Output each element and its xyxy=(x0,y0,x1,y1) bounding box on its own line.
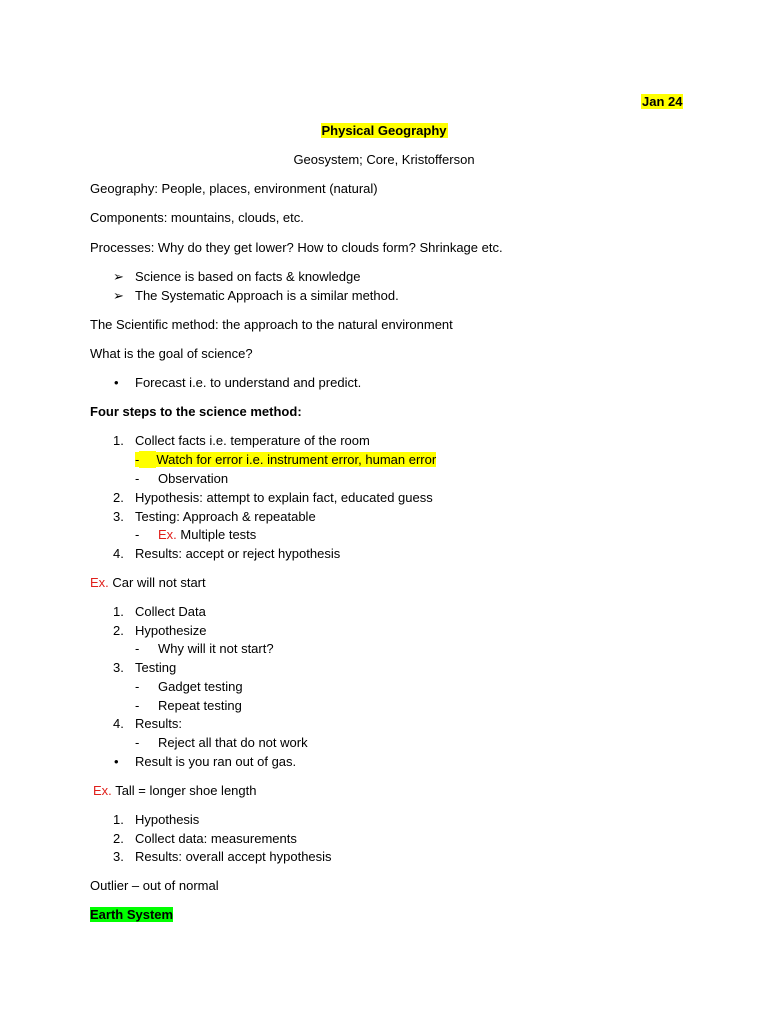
example-text: Car will not start xyxy=(112,575,206,590)
list-number: 2. xyxy=(113,490,124,505)
paragraph-geography: Geography: People, places, environment (natural) xyxy=(90,181,378,196)
bullet-item-forecast: Forecast i.e. to understand and predict. xyxy=(135,375,362,390)
paragraph-processes: Processes: Why do they get lower? How to clouds form? Shrinkage etc. xyxy=(90,240,503,255)
arrow-bullet-icon: ➢ xyxy=(113,269,124,284)
list-number: 1. xyxy=(113,604,124,619)
example-text: Tall = longer shoe length xyxy=(115,783,257,798)
example-list-item: Testing xyxy=(135,660,177,675)
paragraph-scientific-method: The Scientific method: the approach to the natural environment xyxy=(90,317,453,332)
list-number: 4. xyxy=(113,546,124,561)
dash-marker: - xyxy=(135,527,140,542)
dash-marker: - xyxy=(135,735,140,750)
subitem-gap-highlight xyxy=(139,451,156,468)
list-number: 2. xyxy=(113,831,124,846)
dash-marker: - xyxy=(135,641,140,656)
list-number: 4. xyxy=(113,716,124,731)
dash-marker: - xyxy=(135,698,140,713)
document-subtitle: Geosystem; Core, Kristofferson xyxy=(293,152,475,167)
arrow-list-item: The Systematic Approach is a similar method. xyxy=(135,288,399,303)
example-subitem: Reject all that do not work xyxy=(158,735,308,750)
date-highlight: Jan 24 xyxy=(642,94,683,109)
step-subitem: Observation xyxy=(158,471,229,486)
title-highlight: Physical Geography xyxy=(321,123,447,138)
step-item: Hypothesis: attempt to explain fact, educated guess xyxy=(135,490,433,505)
subitem-text-highlight: Watch for error i.e. instrument error, human error xyxy=(156,452,437,467)
step-item: Testing: Approach & repeatable xyxy=(135,509,316,524)
arrow-list-item: Science is based on facts & knowledge xyxy=(135,269,361,284)
example-subitem: Repeat testing xyxy=(158,698,242,713)
step-item: Results: accept or reject hypothesis xyxy=(135,546,341,561)
list-number: 1. xyxy=(113,433,124,448)
example-shoe-heading xyxy=(93,782,256,799)
paragraph-components: Components: mountains, clouds, etc. xyxy=(90,210,304,225)
example-result: Result is you ran out of gas. xyxy=(135,754,297,769)
dash-marker: - xyxy=(135,679,140,694)
arrow-bullet-icon: ➢ xyxy=(113,288,124,303)
example-car-heading xyxy=(90,574,206,591)
step-subitem-highlighted xyxy=(135,451,436,468)
example-subitem: Why will it not start? xyxy=(158,641,274,656)
list-number: 3. xyxy=(113,509,124,524)
earth-system-highlight: Earth System xyxy=(90,907,174,922)
step-item: Collect facts i.e. temperature of the room xyxy=(135,433,370,448)
example-label: Ex. xyxy=(90,575,109,590)
dash-marker: - xyxy=(135,471,140,486)
date-label xyxy=(641,93,683,110)
example-list-item: Results: overall accept hypothesis xyxy=(135,849,332,864)
example-label: Ex. xyxy=(93,783,112,798)
step-subitem xyxy=(158,526,256,543)
bullet-icon: • xyxy=(114,754,119,769)
example-text: Multiple tests xyxy=(180,527,257,542)
example-list-item: Collect data: measurements xyxy=(135,831,297,846)
example-list-item: Results: xyxy=(135,716,182,731)
bullet-icon: • xyxy=(114,375,119,390)
example-subitem: Gadget testing xyxy=(158,679,243,694)
list-number: 3. xyxy=(113,849,124,864)
list-number: 1. xyxy=(113,812,124,827)
earth-system-heading xyxy=(90,906,173,923)
document-title xyxy=(0,122,768,139)
example-label: Ex. xyxy=(158,527,177,542)
paragraph-outlier: Outlier – out of normal xyxy=(90,878,219,893)
subitem-dash-highlight: - xyxy=(135,452,140,467)
steps-heading: Four steps to the science method: xyxy=(90,404,302,419)
paragraph-goal-question: What is the goal of science? xyxy=(90,346,253,361)
example-list-item: Hypothesis xyxy=(135,812,200,827)
example-list-item: Hypothesize xyxy=(135,623,207,638)
example-list-item: Collect Data xyxy=(135,604,206,619)
list-number: 2. xyxy=(113,623,124,638)
list-number: 3. xyxy=(113,660,124,675)
